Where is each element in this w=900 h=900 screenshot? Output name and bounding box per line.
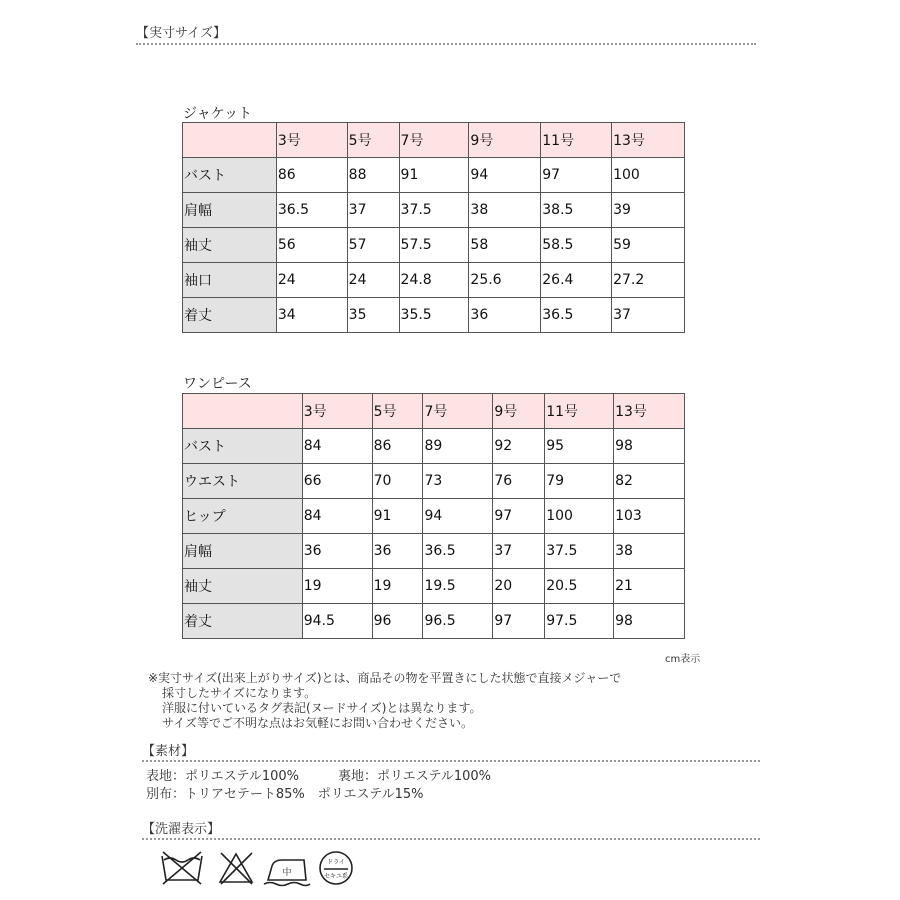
measurement-value: 57 bbox=[347, 228, 399, 263]
measurement-value: 37.5 bbox=[545, 534, 614, 569]
table-row bbox=[183, 464, 685, 499]
size-header-cell: 3号 bbox=[276, 123, 347, 158]
measurement-label: 着丈 bbox=[183, 298, 277, 333]
measurement-value: 26.4 bbox=[541, 263, 612, 298]
measurement-value: 59 bbox=[612, 228, 685, 263]
measurement-value: 91 bbox=[399, 158, 469, 193]
measurement-value: 98 bbox=[614, 604, 685, 639]
measurement-value: 24 bbox=[276, 263, 347, 298]
note-line-1: ※実寸サイズ(出来上がりサイズ)とは、商品その物を平置きにした状態で直接メジャーで bbox=[148, 671, 622, 685]
size-header-cell: 11号 bbox=[541, 123, 612, 158]
measurement-value: 84 bbox=[302, 429, 372, 464]
measurement-value: 66 bbox=[302, 464, 372, 499]
measurement-value: 92 bbox=[493, 429, 545, 464]
measurement-value: 96 bbox=[372, 604, 423, 639]
no-wash-icon bbox=[162, 852, 202, 884]
measurement-value: 56 bbox=[276, 228, 347, 263]
measurement-value: 20 bbox=[493, 569, 545, 604]
size-header-cell: 7号 bbox=[399, 123, 469, 158]
measurement-value: 76 bbox=[493, 464, 545, 499]
measurement-value: 19.5 bbox=[423, 569, 493, 604]
table-row bbox=[183, 298, 685, 333]
onepiece-caption: ワンピース bbox=[183, 376, 252, 392]
material-section-title: 【素材】 bbox=[142, 744, 195, 759]
table-row bbox=[183, 569, 685, 604]
measurement-value: 58.5 bbox=[541, 228, 612, 263]
measurement-value: 98 bbox=[614, 429, 685, 464]
measurement-value: 36 bbox=[302, 534, 372, 569]
table-row bbox=[183, 499, 685, 534]
care-section-title: 【洗濯表示】 bbox=[142, 822, 221, 837]
measurement-value: 86 bbox=[276, 158, 347, 193]
onepiece-header-row bbox=[183, 394, 685, 429]
measurement-value: 25.6 bbox=[469, 263, 541, 298]
measurement-value: 97 bbox=[541, 158, 612, 193]
measurement-value: 37 bbox=[612, 298, 685, 333]
measurement-value: 38 bbox=[614, 534, 685, 569]
measurement-value: 96.5 bbox=[423, 604, 493, 639]
measurement-value: 97.5 bbox=[545, 604, 614, 639]
measurement-value: 39 bbox=[612, 193, 685, 228]
measurement-value: 94 bbox=[423, 499, 493, 534]
material-line-1: 表地：ポリエステル100% 裏地：ポリエステル100% bbox=[146, 769, 491, 784]
jacket-caption: ジャケット bbox=[183, 106, 253, 122]
measurement-value: 86 bbox=[372, 429, 423, 464]
measurement-label: バスト bbox=[183, 158, 277, 193]
iron-label: 中 bbox=[282, 868, 292, 878]
measurement-value: 37.5 bbox=[399, 193, 469, 228]
measurement-label: 着丈 bbox=[183, 604, 303, 639]
header-corner-cell bbox=[183, 123, 277, 158]
size-header-cell: 11号 bbox=[545, 394, 614, 429]
measurement-label: バスト bbox=[183, 429, 303, 464]
onepiece-size-table bbox=[182, 393, 685, 639]
measurement-label: 袖丈 bbox=[183, 228, 277, 263]
note-line-4: サイズ等でご不明な点はお気軽にお問い合わせください。 bbox=[162, 716, 474, 730]
jacket-header-row bbox=[183, 123, 685, 158]
size-header-cell: 5号 bbox=[347, 123, 399, 158]
measurement-value: 21 bbox=[614, 569, 685, 604]
measurement-value: 37 bbox=[493, 534, 545, 569]
table-row bbox=[183, 228, 685, 263]
measurement-value: 89 bbox=[423, 429, 493, 464]
size-header-cell: 7号 bbox=[423, 394, 493, 429]
measurement-value: 97 bbox=[493, 499, 545, 534]
care-section-divider bbox=[142, 838, 760, 840]
measurement-value: 84 bbox=[302, 499, 372, 534]
measurement-label: 肩幅 bbox=[183, 193, 277, 228]
measurement-value: 82 bbox=[614, 464, 685, 499]
measurement-value: 73 bbox=[423, 464, 493, 499]
table-row bbox=[183, 193, 685, 228]
measurement-value: 36 bbox=[372, 534, 423, 569]
dry-label-top: ドライ bbox=[327, 859, 345, 866]
measurement-value: 37 bbox=[347, 193, 399, 228]
measurement-value: 97 bbox=[493, 604, 545, 639]
size-header-cell: 5号 bbox=[372, 394, 423, 429]
measurement-label: ヒップ bbox=[183, 499, 303, 534]
note-line-2: 採寸したサイズになります。 bbox=[162, 686, 317, 700]
measurement-value: 20.5 bbox=[545, 569, 614, 604]
measurement-value: 35 bbox=[347, 298, 399, 333]
measurement-label: ウエスト bbox=[183, 464, 303, 499]
measurement-value: 27.2 bbox=[612, 263, 685, 298]
measurement-value: 100 bbox=[612, 158, 685, 193]
material-section-divider bbox=[142, 760, 760, 762]
dry-label-bottom: セキユ系 bbox=[323, 873, 349, 880]
size-header-cell: 3号 bbox=[302, 394, 372, 429]
measurement-value: 94.5 bbox=[302, 604, 372, 639]
measurement-value: 19 bbox=[372, 569, 423, 604]
size-section-divider bbox=[136, 43, 756, 45]
measurement-value: 36.5 bbox=[541, 298, 612, 333]
table-row bbox=[183, 429, 685, 464]
size-header-cell: 9号 bbox=[469, 123, 541, 158]
measurement-value: 95 bbox=[545, 429, 614, 464]
table-row bbox=[183, 534, 685, 569]
measurement-value: 57.5 bbox=[399, 228, 469, 263]
size-header-cell: 9号 bbox=[493, 394, 545, 429]
table-row bbox=[183, 263, 685, 298]
note-line-3: 洋服に付いているタグ表記(ヌードサイズ)とは異なります。 bbox=[162, 701, 482, 715]
measurement-value: 34 bbox=[276, 298, 347, 333]
measurement-value: 88 bbox=[347, 158, 399, 193]
measurement-value: 24.8 bbox=[399, 263, 469, 298]
measurement-value: 36.5 bbox=[276, 193, 347, 228]
header-corner-cell bbox=[183, 394, 303, 429]
measurement-value: 38 bbox=[469, 193, 541, 228]
measurement-value: 58 bbox=[469, 228, 541, 263]
no-bleach-icon bbox=[220, 853, 252, 884]
measurement-value: 35.5 bbox=[399, 298, 469, 333]
size-header-cell: 13号 bbox=[612, 123, 685, 158]
unit-note: cm表示 bbox=[665, 654, 701, 665]
measurement-value: 103 bbox=[614, 499, 685, 534]
size-section-title: 【実寸サイズ】 bbox=[136, 26, 226, 41]
material-line-2: 別布：トリアセテート85% ポリエステル15% bbox=[146, 787, 424, 802]
measurement-value: 36 bbox=[469, 298, 541, 333]
measurement-value: 38.5 bbox=[541, 193, 612, 228]
measurement-value: 70 bbox=[372, 464, 423, 499]
measurement-value: 19 bbox=[302, 569, 372, 604]
measurement-label: 袖口 bbox=[183, 263, 277, 298]
measurement-value: 36.5 bbox=[423, 534, 493, 569]
care-icons bbox=[160, 848, 360, 890]
measurement-value: 100 bbox=[545, 499, 614, 534]
measurement-value: 24 bbox=[347, 263, 399, 298]
jacket-size-table bbox=[182, 122, 685, 333]
measurement-value: 91 bbox=[372, 499, 423, 534]
table-row bbox=[183, 158, 685, 193]
measurement-value: 79 bbox=[545, 464, 614, 499]
table-row bbox=[183, 604, 685, 639]
measurement-label: 肩幅 bbox=[183, 534, 303, 569]
measurement-value: 94 bbox=[469, 158, 541, 193]
size-header-cell: 13号 bbox=[614, 394, 685, 429]
measurement-label: 袖丈 bbox=[183, 569, 303, 604]
